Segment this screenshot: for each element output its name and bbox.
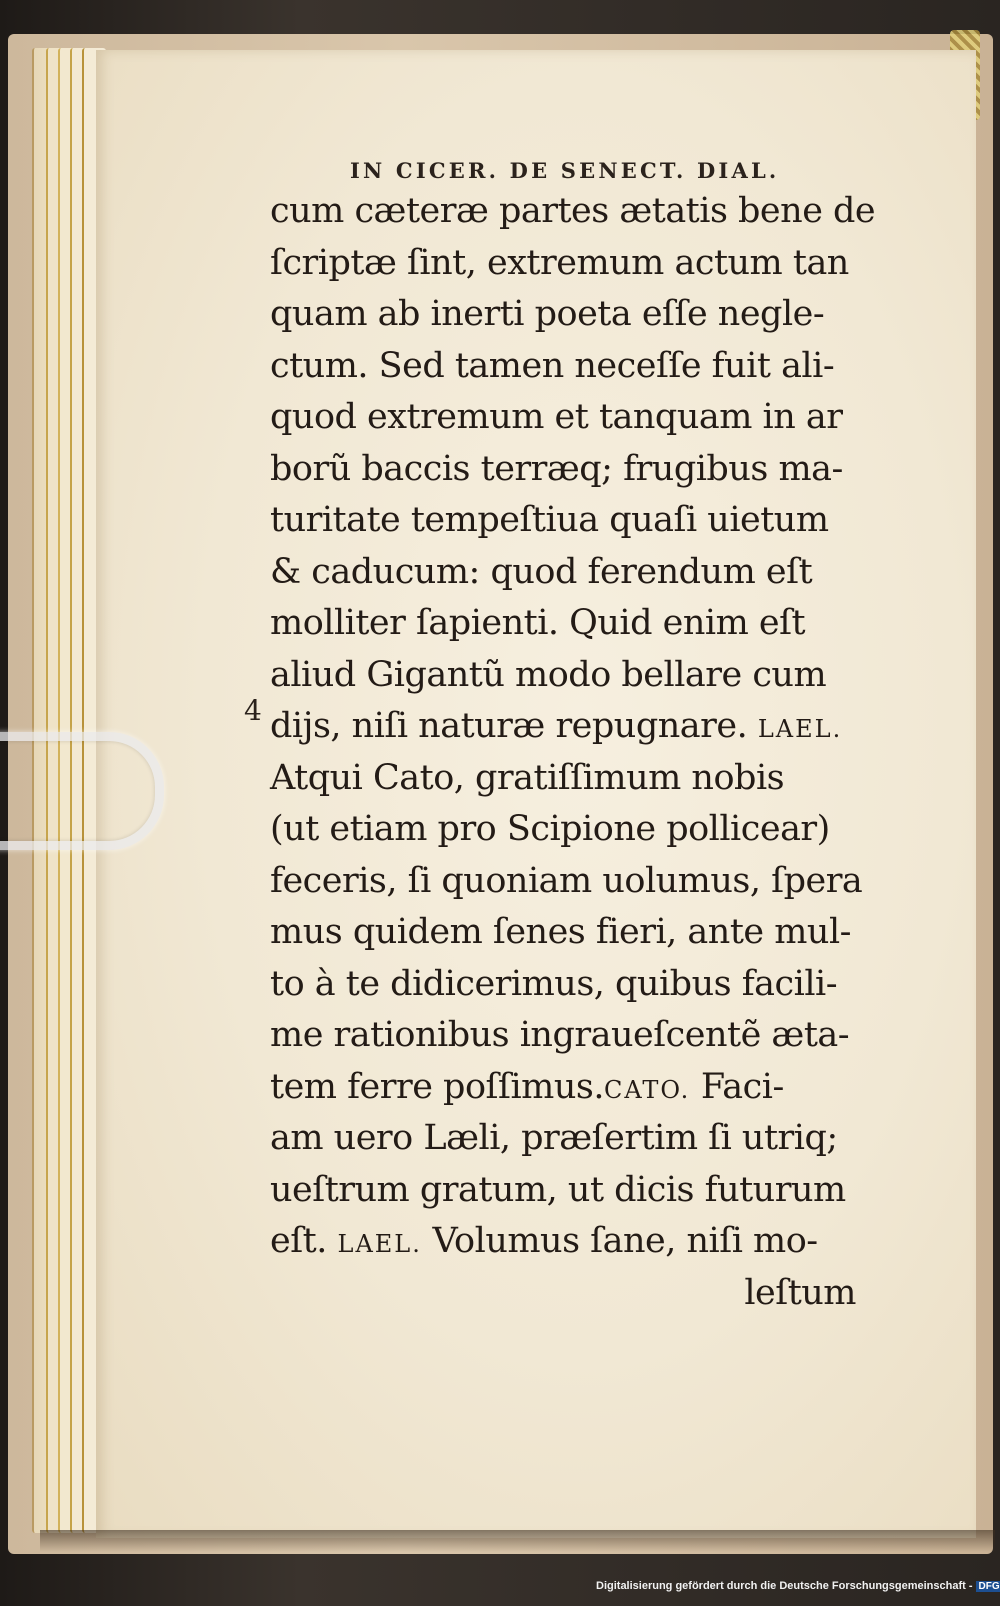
credit-text: Digitalisierung gefördert durch die Deutsche Forschungsgemeinschaft - xyxy=(596,1580,973,1592)
text-line xyxy=(270,701,880,753)
running-head: IN CICER. DE SENECT. DIAL. xyxy=(350,158,780,183)
text-line: am uero Læli, præſertim ſi utriq; xyxy=(270,1118,838,1158)
marginal-number: 4 xyxy=(244,694,262,727)
page-shadow xyxy=(40,1530,995,1552)
text-line: borũ baccis terræq; frugibus ma- xyxy=(270,448,843,489)
digitization-credit xyxy=(596,1580,1000,1602)
text-line: mus quidem ſenes fieri, ante mul- xyxy=(270,912,851,952)
plastic-page-clip xyxy=(0,732,164,850)
text-line: ueſtrum gratum, ut dicis futurum xyxy=(270,1169,846,1210)
dfg-logo: DFG xyxy=(976,1581,1000,1592)
text-line xyxy=(270,1062,880,1114)
text-line: me rationibus ingraueſcentẽ æta- xyxy=(270,1015,850,1055)
text-line: (ut etiam pro Scipione pollicear) xyxy=(270,809,830,849)
text-line: & caducum: quod ferendum eſt xyxy=(270,551,813,592)
text-line: feceris, ſi quoniam uolumus, ſpera xyxy=(270,860,863,901)
text-segment: tem ferre poſſimus. xyxy=(270,1066,604,1107)
text-segment: Faci- xyxy=(690,1066,784,1107)
text-line xyxy=(270,1216,880,1268)
text-line: to à te didicerimus, quibus facili- xyxy=(270,963,838,1004)
catchword: leſtum xyxy=(744,1272,856,1313)
speaker-label: LAEL. xyxy=(757,715,843,743)
text-line: turitate tempeſtiua quaſi uietum xyxy=(270,500,829,540)
text-line: quod extremum et tanquam in ar xyxy=(270,397,843,437)
text-line: quam ab inerti poeta eſſe negle- xyxy=(270,294,825,334)
text-line: ſcriptæ ſint, extremum actum tan xyxy=(270,242,849,283)
body-text xyxy=(270,186,880,1319)
text-segment: dijs, niſi naturæ repugnare. xyxy=(270,706,748,746)
text-line: aliud Gigantũ modo bellare cum xyxy=(270,654,827,695)
text-line: molliter ſapienti. Quid enim eſt xyxy=(270,603,806,643)
text-segment: eſt. xyxy=(270,1221,327,1261)
text-segment: Volumus ſane, niſi mo- xyxy=(421,1221,818,1261)
text-line: cum cæteræ partes ætatis bene de xyxy=(270,191,876,231)
text-line: ctum. Sed tamen neceſſe fuit ali- xyxy=(270,345,835,386)
speaker-label: CATO. xyxy=(603,1075,691,1104)
speaker-label: LAEL. xyxy=(337,1230,422,1258)
text-line: Atqui Cato, gratiſſimum nobis xyxy=(270,757,785,798)
